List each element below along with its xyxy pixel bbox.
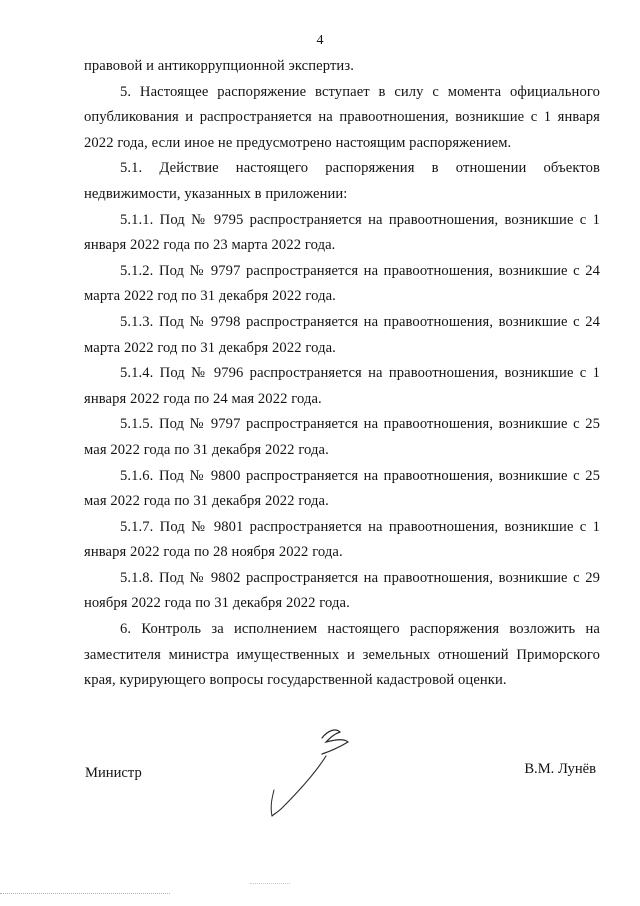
document-body xyxy=(84,54,600,694)
paragraph: 5.1.6. Под № 9800 распространяется на правоотношения, возникшие с 25 мая 2022 года по 31 декабря 2022 года. xyxy=(84,467,600,510)
paragraph: 5.1.7. Под № 9801 распространяется на правоотношения, возникшие с 1 января 2022 года по 28 ноября 2022 года. xyxy=(84,518,600,561)
paragraph: 5.1. Действие настоящего распоряжения в отношении объектов недвижимости, указанных в приложении: xyxy=(84,160,600,202)
paragraph: 6. Контроль за исполнением настоящего распоряжения возложить на заместителя министра имущественных и земельных отношений Приморского края, курирующего вопросы государственной кадастровой оценки. xyxy=(84,621,600,689)
paragraph: 5.1.5. Под № 9797 распространяется на правоотношения, возникшие с 25 мая 2022 года по 31 декабря 2022 года. xyxy=(84,416,600,458)
paragraph: правовой и антикоррупционной экспертиз. xyxy=(84,58,354,74)
paragraph: 5.1.2. Под № 9797 распространяется на правоотношения, возникшие с 24 марта 2022 год по 31 декабря 2022 года. xyxy=(84,262,600,305)
paragraph: 5.1.1. Под № 9795 распространяется на правоотношения, возникшие с 1 января 2022 года по 23 марта 2022 года. xyxy=(84,211,600,254)
paragraph: 5.1.3. Под № 9798 распространяется на правоотношения, возникшие с 24 марта 2022 год по 31 декабря 2022 года. xyxy=(84,313,600,356)
scan-artifact-mark xyxy=(250,883,290,885)
page-number: 4 xyxy=(316,33,324,48)
scan-artifact-line xyxy=(0,893,170,895)
signatory-name: В.М. Лунёв xyxy=(524,761,596,777)
paragraph: 5.1.8. Под № 9802 распространяется на правоотношения, возникшие с 29 ноября 2022 года по 31 декабря 2022 года. xyxy=(84,569,600,612)
paragraph: 5. Настоящее распоряжение вступает в силу с момента официального опубликования и распространяется на правоотношения, возникшие с 1 января 2022 года, если иное не предусмотрено настоящим распоряжением. xyxy=(84,83,600,151)
handwritten-signature xyxy=(264,720,374,820)
signatory-title: Министр xyxy=(85,765,142,781)
paragraph: 5.1.4. Под № 9796 распространяется на правоотношения, возникшие с 1 января 2022 года по 24 мая 2022 года. xyxy=(84,365,600,407)
